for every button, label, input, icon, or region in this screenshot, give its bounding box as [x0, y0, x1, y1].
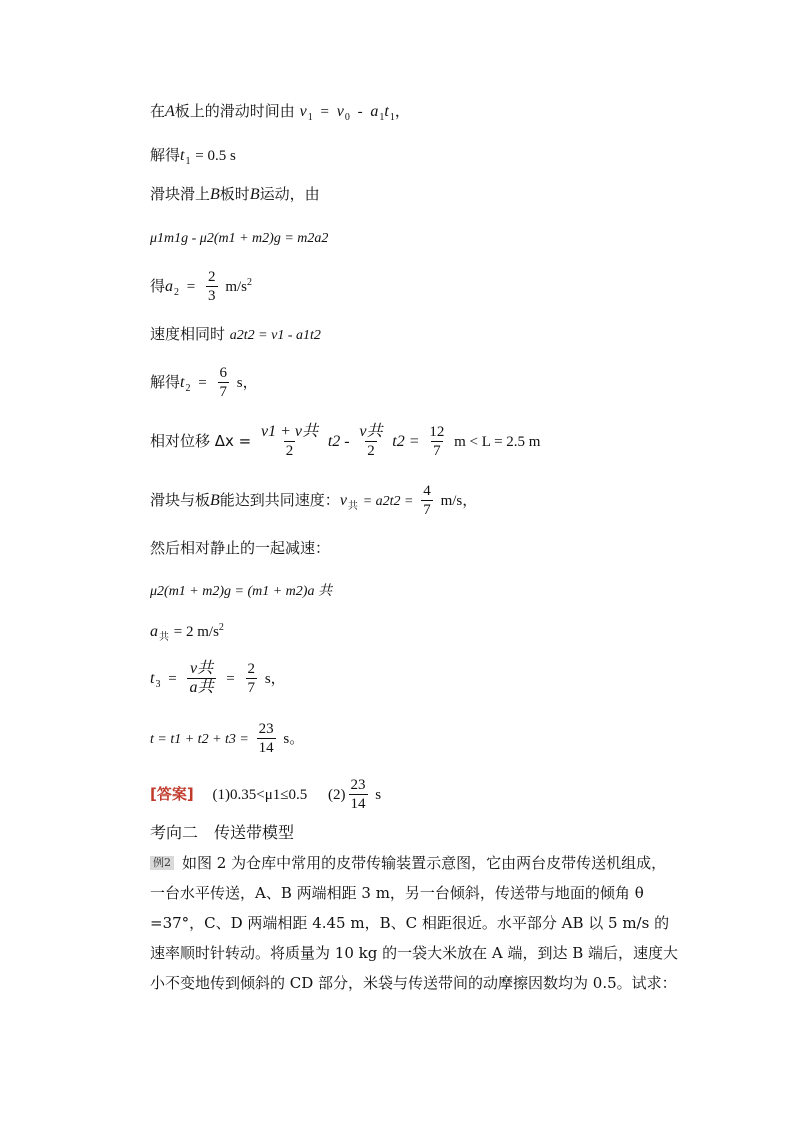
subscript: 1 — [307, 112, 313, 123]
value: = 2 m/s — [173, 624, 219, 640]
line-5 — [150, 266, 252, 309]
numerator: 23 — [350, 777, 366, 793]
text: 运动，由 — [259, 185, 320, 203]
var-a: a — [150, 623, 158, 640]
heading-text: 考向二 传送带模型 — [150, 823, 295, 842]
var-A: A — [165, 103, 175, 120]
superscript: 2 — [218, 622, 224, 633]
unit: s， — [236, 375, 258, 391]
line-8 — [150, 421, 540, 462]
text: 板上的滑动时间由 — [174, 102, 295, 120]
unit: m/s， — [440, 493, 478, 509]
unit: m/s — [225, 279, 248, 295]
fraction — [246, 660, 258, 697]
denominator: 7 — [423, 502, 431, 518]
unit: s。 — [283, 731, 305, 747]
line-7 — [150, 362, 258, 405]
line-6 — [150, 324, 321, 346]
text: 速度相同时 — [150, 325, 226, 343]
line-10 — [150, 538, 330, 558]
line-14 — [150, 718, 304, 760]
denominator: 7 — [433, 443, 441, 459]
term: t2 - — [327, 433, 350, 450]
subscript: 1 — [379, 112, 385, 123]
var-t: t — [150, 670, 155, 687]
text: 解得 — [150, 373, 181, 391]
text: 得 — [150, 277, 166, 295]
section-heading — [150, 823, 294, 843]
example-paragraph — [150, 848, 678, 998]
line-11 — [150, 582, 332, 602]
denominator: 14 — [258, 740, 274, 756]
numerator: 12 — [429, 424, 445, 440]
subscript: 0 — [344, 112, 350, 123]
denominator: 2 — [285, 443, 294, 459]
fraction — [218, 364, 230, 401]
text: 滑块与板 — [150, 491, 211, 509]
numerator: v共 — [359, 423, 383, 440]
numerator: 2 — [247, 661, 256, 677]
var-v: v — [336, 103, 344, 120]
equation: a2t2 = v1 - a1t2 — [229, 328, 321, 343]
var-B: B — [249, 186, 260, 203]
denominator: 7 — [247, 680, 256, 696]
fraction — [357, 423, 384, 460]
text: 然后相对静止的一起减速： — [150, 539, 331, 557]
unit: s， — [264, 671, 286, 687]
operator: = — [168, 671, 177, 687]
fraction — [259, 423, 320, 460]
term: t2 = — [392, 433, 420, 450]
var-t: t — [180, 147, 185, 164]
line-9 — [150, 480, 477, 523]
text: 相对位移 Δx = — [150, 432, 252, 450]
numerator: v1 + v共 — [261, 423, 319, 440]
operator: = — [198, 375, 207, 391]
example-badge: 例2 — [150, 856, 174, 870]
fraction — [421, 482, 433, 519]
punct: ， — [394, 102, 410, 120]
var-v: v — [299, 103, 307, 120]
denominator: a共 — [189, 679, 214, 696]
text: 能达到共同速度： — [219, 491, 340, 509]
fraction — [206, 268, 218, 305]
line-4 — [150, 229, 328, 249]
numerator: 6 — [219, 365, 227, 381]
equation: μ2(m1 + m2)g = (m1 + m2)a 共 — [150, 584, 332, 599]
fraction — [349, 776, 368, 813]
subscript: 共 — [347, 501, 358, 512]
denominator: 7 — [219, 384, 227, 400]
line-3 — [150, 184, 320, 205]
subscript: 2 — [185, 383, 191, 394]
denominator: 14 — [350, 796, 366, 812]
text: 在 — [150, 102, 166, 120]
text: 板时 — [219, 185, 250, 203]
var-a: a — [165, 278, 174, 295]
value: m < L = 2.5 m — [454, 434, 541, 450]
var-t: t — [180, 374, 185, 391]
line-13 — [150, 658, 286, 701]
unit: s — [375, 787, 382, 803]
var-B: B — [210, 186, 220, 203]
line-1 — [150, 101, 410, 124]
subscript: 1 — [185, 156, 191, 167]
text: 滑块滑上 — [150, 185, 211, 203]
paragraph-text: 如图 2 为仓库中常用的皮带传输装置示意图，它由两台皮带传送机组成，一台水平传送，A、B 两端相距 3 m，另一台倾斜，传送带与地面的倾角 θ =37°，C、D 两端相距 4.45 m，B、C 相距很近。水平部分 AB 以 5 m/s 的速率顺时针转动。将质量为 10 kg 的一袋大米放在 A 端，到达 B 端后，速度大小不变地传到倾斜的 CD 部分，米袋与传送带间的动摩擦因数均为 0.5。试求： — [150, 854, 679, 992]
numerator: 23 — [258, 721, 274, 737]
fraction — [427, 423, 446, 460]
answer-part-2: (2) — [328, 787, 346, 803]
var-a: a — [370, 103, 379, 120]
operator: = — [320, 104, 329, 120]
numerator: 2 — [208, 269, 216, 285]
subscript: 共 — [159, 632, 169, 643]
var-t: t — [384, 103, 389, 120]
superscript: 2 — [247, 277, 253, 288]
operator: = — [226, 671, 235, 687]
fraction — [257, 720, 276, 757]
var-B: B — [210, 492, 220, 509]
subscript: 1 — [389, 112, 395, 123]
line-2 — [150, 145, 236, 168]
operator: - — [357, 104, 363, 120]
value: = 0.5 s — [195, 148, 236, 164]
text: 解得 — [150, 146, 181, 164]
line-12 — [150, 621, 224, 644]
var-v: v — [339, 492, 347, 509]
numerator: 4 — [423, 483, 431, 499]
denominator: 3 — [208, 288, 216, 304]
subscript: 3 — [155, 679, 161, 690]
answer-label: [答案] — [150, 785, 194, 803]
operator: = — [186, 279, 196, 295]
answer-line — [150, 774, 381, 815]
equation: = a2t2 = — [362, 494, 414, 509]
equation: t = t1 + t2 + t3 = — [150, 732, 249, 747]
fraction — [187, 660, 215, 697]
denominator: 2 — [367, 443, 375, 459]
equation: μ1m1g - μ2(m1 + m2)g = m2a2 — [150, 231, 329, 246]
numerator: v共 — [189, 660, 214, 677]
subscript: 2 — [174, 287, 180, 298]
answer-part-1: (1)0.35<μ1≤0.5 — [212, 787, 308, 803]
